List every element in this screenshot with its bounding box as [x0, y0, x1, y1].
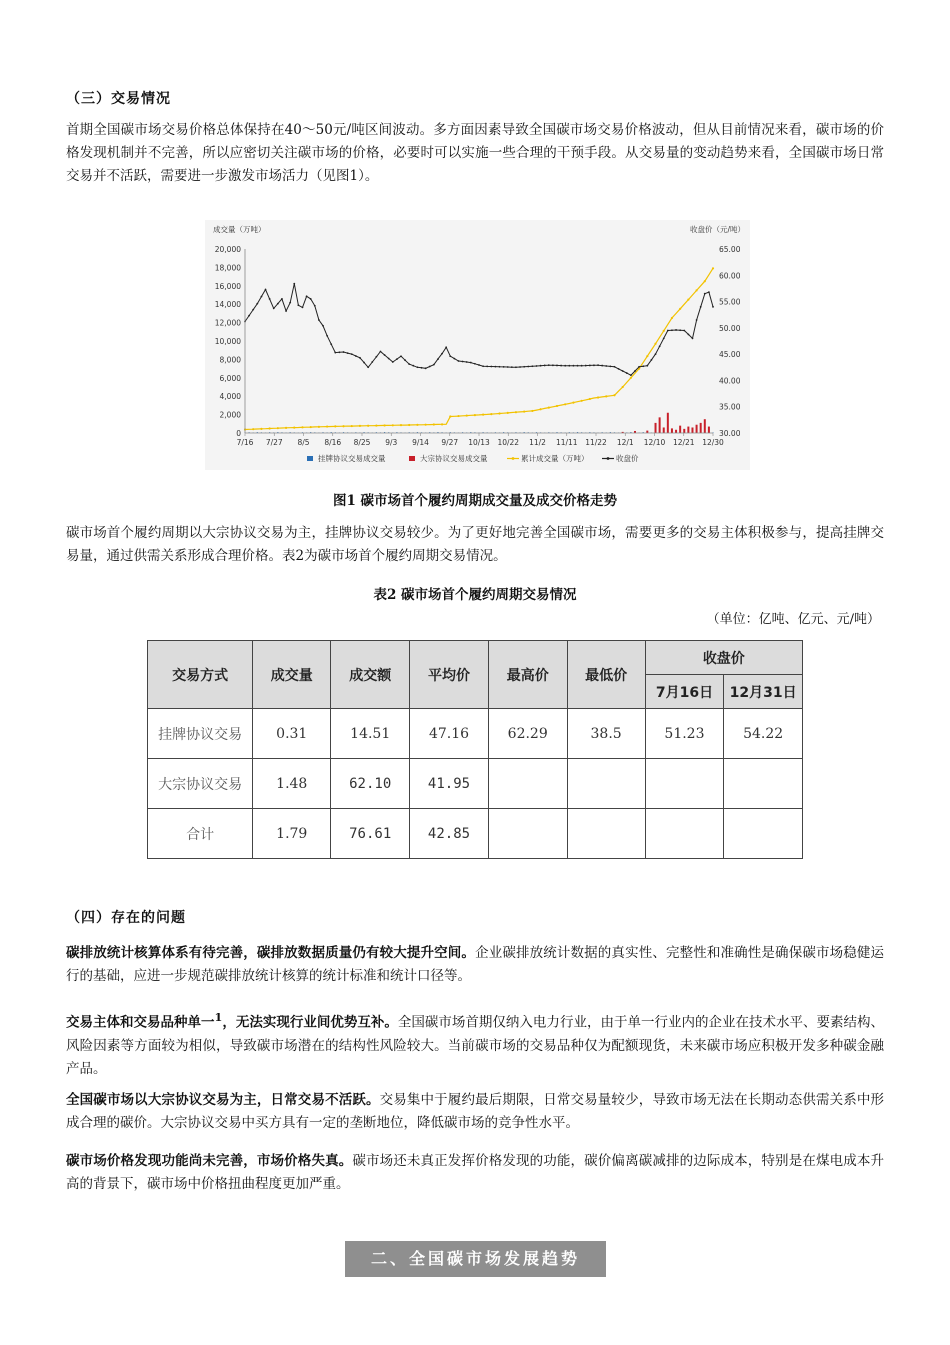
close-price-point — [248, 315, 250, 317]
close-price-point — [642, 365, 644, 367]
close-price-point — [700, 306, 702, 308]
table2-unit: （单位：亿吨、亿元、元/吨） — [706, 612, 880, 627]
close-price-point — [445, 346, 447, 348]
cumulative-volume-point — [498, 412, 500, 414]
close-price-point — [478, 364, 480, 366]
close-price-point — [355, 355, 357, 357]
cumulative-volume-point — [490, 413, 492, 415]
cumulative-volume-point — [425, 424, 427, 426]
close-price-point — [499, 366, 501, 368]
close-price-point — [310, 298, 312, 300]
x-tick-label: 8/25 — [353, 438, 371, 447]
legend-price-marker — [607, 457, 610, 460]
close-price-point — [289, 302, 291, 304]
close-price-point — [425, 367, 427, 369]
cumulative-volume-point — [310, 426, 312, 428]
close-price-point — [256, 303, 258, 305]
close-price-point — [675, 329, 677, 331]
cumulative-volume-point — [581, 400, 583, 402]
close-price-point — [626, 372, 628, 374]
close-price-point — [536, 365, 538, 367]
close-price-point — [511, 366, 513, 368]
close-price-point — [671, 329, 673, 331]
cumulative-volume-point — [654, 343, 656, 345]
close-price-point — [347, 352, 349, 354]
close-price-point — [269, 298, 271, 300]
cell-avg: 41.95 — [410, 759, 489, 809]
block-volume-bar — [663, 427, 665, 433]
close-price-point — [453, 358, 455, 360]
table2 — [147, 640, 803, 859]
close-price-point — [548, 364, 550, 366]
col-header-high: 最高价 — [488, 641, 567, 709]
cumulative-volume-point — [704, 280, 706, 282]
close-price-point — [449, 355, 451, 357]
close-price-point — [375, 356, 377, 358]
close-price-point — [417, 366, 419, 368]
section3-heading: （三）交易情况 — [66, 91, 171, 107]
figure1-chart — [205, 220, 750, 470]
block-volume-bar — [704, 419, 706, 433]
left-tick-label: 12,000 — [214, 318, 241, 328]
left-tick-label: 16,000 — [214, 281, 241, 291]
close-price-point — [531, 365, 533, 367]
close-price-point — [470, 362, 472, 364]
close-price-point — [339, 351, 341, 353]
cumulative-volume-point — [277, 427, 279, 429]
close-price-point — [261, 296, 263, 298]
cumulative-volume-point — [416, 424, 418, 426]
close-price-point — [441, 353, 443, 355]
close-price-point — [318, 319, 320, 321]
legend-cumulative-label: 累计成交量（万吨） — [521, 454, 589, 463]
close-price-point — [429, 366, 431, 368]
left-tick-label: 20,000 — [214, 245, 241, 254]
close-price-point — [663, 337, 665, 339]
close-price-point — [281, 298, 283, 300]
cumulative-volume-point — [671, 317, 673, 319]
cumulative-volume-point — [375, 424, 377, 426]
close-price-point — [396, 358, 398, 360]
close-price-point — [371, 361, 373, 363]
close-price-point — [314, 305, 316, 307]
cumulative-volume-point — [605, 395, 607, 397]
close-price-point — [667, 330, 669, 332]
cell-close-b — [724, 759, 803, 809]
close-price-point — [544, 365, 546, 367]
issue-1-lead: 碳排放统计核算体系有待完善，碳排放数据质量仍有较大提升空间。 — [66, 945, 476, 961]
close-price-point — [507, 366, 509, 368]
close-price-point — [577, 365, 579, 367]
close-price-point — [367, 366, 369, 368]
close-price-point — [285, 310, 287, 312]
col-header-low: 最低价 — [567, 641, 645, 709]
col-header-close: 收盘价 — [645, 641, 802, 675]
close-price-point — [696, 319, 698, 321]
cumulative-volume-point — [589, 398, 591, 400]
cumulative-volume-point — [260, 428, 262, 430]
close-price-point — [679, 329, 681, 331]
close-price-point — [655, 353, 657, 355]
close-price-point — [593, 364, 595, 366]
table-header-row — [148, 641, 803, 675]
cumulative-volume-point — [441, 423, 443, 425]
close-price-point — [330, 343, 332, 345]
section4-heading: （四）存在的问题 — [66, 910, 186, 926]
issue-paragraph-1 — [66, 942, 884, 988]
close-price-point — [490, 366, 492, 368]
cell-amount: 76.61 — [331, 809, 410, 859]
cell-low — [567, 809, 645, 859]
cumulative-volume-point — [285, 427, 287, 429]
close-price-point — [412, 365, 414, 367]
close-price-point — [651, 359, 653, 361]
cumulative-volume-point — [342, 425, 344, 427]
cumulative-volume-point — [548, 407, 550, 409]
close-price-point — [334, 352, 336, 354]
cumulative-volume-point — [564, 403, 566, 405]
close-price-point — [646, 365, 648, 367]
close-price-point — [704, 293, 706, 295]
cell-high — [488, 809, 567, 859]
close-price-point — [363, 362, 365, 364]
cumulative-volume-point — [523, 410, 525, 412]
legend-block-label: 大宗协议交易成交量 — [420, 454, 488, 463]
table2-caption: 表2 碳市场首个履约周期交易情况 — [373, 587, 577, 603]
legend-listed-swatch — [307, 456, 313, 461]
cell-low: 38.5 — [567, 709, 645, 759]
issue-paragraph-3 — [66, 1089, 884, 1135]
cell-method: 合计 — [148, 809, 253, 859]
col-header-method: 交易方式 — [148, 641, 253, 709]
figure1-caption: 图1 碳市场首个履约周期成交量及成交价格走势 — [332, 493, 618, 509]
x-tick-label: 9/14 — [412, 438, 429, 447]
close-price-point — [392, 361, 394, 363]
close-price-point — [482, 365, 484, 367]
block-volume-bar — [659, 417, 661, 433]
close-price-point — [581, 365, 583, 367]
block-volume-bar — [667, 413, 669, 433]
issue-2-lead: 交易主体和交易品种单一 — [66, 1014, 215, 1031]
block-volume-bar — [687, 427, 689, 433]
cumulative-volume-point — [695, 289, 697, 291]
cell-close-a — [645, 759, 724, 809]
close-price-point — [618, 368, 620, 370]
col-header-volume: 成交量 — [253, 641, 331, 709]
cell-low — [567, 759, 645, 809]
close-price-point — [474, 363, 476, 365]
col-header-amount: 成交额 — [331, 641, 410, 709]
close-price-point — [519, 366, 521, 368]
x-tick-label: 7/27 — [265, 438, 283, 447]
left-tick-label: 4,000 — [219, 392, 241, 402]
close-price-point — [466, 361, 468, 363]
close-price-point — [708, 291, 710, 293]
issue-4-lead: 碳市场价格发现功能尚未完善，市场价格失真。 — [66, 1153, 353, 1169]
cumulative-volume-point — [597, 396, 599, 398]
cell-close-a — [645, 809, 724, 859]
close-price-point — [343, 351, 345, 353]
left-tick-label: 8,000 — [219, 355, 241, 365]
block-volume-bar — [683, 429, 685, 433]
cumulative-volume-point — [539, 408, 541, 410]
close-price-point — [302, 306, 304, 308]
close-price-point — [503, 366, 505, 368]
table-row — [148, 709, 803, 759]
cumulative-volume-point — [507, 412, 509, 414]
issue-paragraph-4 — [66, 1150, 884, 1196]
cell-volume: 1.79 — [253, 809, 331, 859]
close-price-point — [560, 365, 562, 367]
close-price-point — [609, 365, 611, 367]
cumulative-volume-point — [367, 425, 369, 427]
right-axis-title: 收盘价（元/吨） — [689, 225, 745, 234]
close-price-point — [400, 355, 402, 357]
close-price-point — [638, 366, 640, 368]
block-volume-bar — [696, 425, 698, 433]
block-volume-bar — [700, 423, 702, 433]
issue-2-text: 全国碳市场首期仅纳入电力行业，由于单一行业内的企业在技术水平、要素结构、风险因素等方面较为相似，导致碳市场潜在的结构性风险较大。当前碳市场的交易品种仅为配额现货，未来碳市场应积极开发多种碳金融产品。 — [66, 1014, 885, 1077]
cell-avg: 47.16 — [410, 709, 489, 759]
x-tick-label: 11/11 — [555, 438, 578, 447]
close-price-point — [692, 337, 694, 339]
cumulative-volume-point — [531, 410, 533, 412]
cumulative-volume-point — [269, 427, 271, 429]
table-row — [148, 809, 803, 859]
close-price-point — [277, 303, 279, 305]
cell-amount: 14.51 — [331, 709, 410, 759]
cumulative-volume-point — [466, 414, 468, 416]
cumulative-volume-point — [433, 423, 435, 425]
left-tick-label: 14,000 — [214, 300, 241, 310]
close-price-point — [322, 325, 324, 327]
close-price-point — [462, 361, 464, 363]
close-price-point — [437, 358, 439, 360]
close-price-point — [622, 370, 624, 372]
close-price-point — [515, 366, 517, 368]
issue-3-lead: 全国碳市场以大宗协议交易为主，日常交易不活跃。 — [66, 1092, 380, 1108]
issue-2-footnote: 1 — [214, 1010, 223, 1024]
close-price-point — [384, 354, 386, 356]
issue-3-text: 交易集中于履约最后期限，日常交易量较少，导致市场无法在长期动态供需关系中形成合理的碳价。大宗协议交易中买方具有一定的垄断地位，降低碳市场的竞争性水平。 — [66, 1092, 885, 1131]
close-price-point — [421, 367, 423, 369]
close-price-point — [293, 283, 295, 285]
cumulative-volume-point — [712, 267, 714, 269]
x-tick-label: 12/30 — [702, 438, 724, 447]
x-tick-label: 7/16 — [236, 438, 254, 447]
close-price-point — [306, 295, 308, 297]
x-tick-label: 12/21 — [672, 438, 695, 447]
cumulative-volume-point — [515, 411, 517, 413]
close-price-point — [458, 360, 460, 362]
cumulative-volume-point — [359, 425, 361, 427]
close-price-point — [573, 365, 575, 367]
right-tick-label: 30.00 — [719, 429, 741, 438]
close-price-point — [408, 363, 410, 365]
close-price-point — [273, 308, 275, 310]
left-tick-label: 6,000 — [219, 373, 241, 383]
close-price-point — [630, 374, 632, 376]
close-price-point — [556, 365, 558, 367]
close-price-point — [614, 366, 616, 368]
cumulative-volume-point — [613, 394, 615, 396]
close-price-point — [265, 289, 267, 291]
cumulative-volume-point — [622, 386, 624, 388]
legend-block-swatch — [409, 456, 415, 461]
left-tick-label: 2,000 — [219, 410, 241, 420]
cumulative-volume-point — [646, 355, 648, 357]
close-price-point — [687, 334, 689, 336]
issue-paragraph-2 — [66, 1006, 884, 1081]
cumulative-volume-point — [679, 308, 681, 310]
close-price-point — [585, 365, 587, 367]
x-tick-label: 8/5 — [297, 438, 310, 447]
x-tick-label: 10/22 — [497, 438, 520, 447]
cumulative-volume-point — [293, 426, 295, 428]
cumulative-volume-point — [556, 405, 558, 407]
cell-close-a: 51.23 — [645, 709, 724, 759]
close-price-point — [568, 365, 570, 367]
close-price-point — [388, 358, 390, 360]
block-volume-bar — [675, 430, 677, 433]
cumulative-volume-point — [630, 377, 632, 379]
close-price-point — [659, 345, 661, 347]
cumulative-volume-point — [457, 415, 459, 417]
cell-amount: 62.10 — [331, 759, 410, 809]
close-price-point — [495, 366, 497, 368]
close-price-point — [712, 306, 714, 308]
left-tick-label: 10,000 — [214, 337, 241, 346]
cell-avg: 42.85 — [410, 809, 489, 859]
cumulative-volume-point — [326, 425, 328, 427]
block-volume-bar — [679, 426, 681, 433]
legend-cumulative-marker — [512, 457, 515, 460]
col-header-close-b: 12月31日 — [724, 675, 803, 709]
x-tick-label: 12/10 — [643, 438, 666, 447]
col-header-close-a: 7月16日 — [645, 675, 724, 709]
cumulative-volume-point — [392, 424, 394, 426]
close-price-point — [359, 357, 361, 359]
cumulative-volume-point — [482, 414, 484, 416]
issue-2-lead-cont: ，无法实现行业间优势互补。 — [222, 1014, 398, 1031]
cell-method: 挂牌协议交易 — [148, 709, 253, 759]
right-tick-label: 55.00 — [719, 297, 741, 307]
cumulative-volume-point — [449, 415, 451, 417]
close-price-point — [523, 366, 525, 368]
cell-volume: 0.31 — [253, 709, 331, 759]
table-row — [148, 759, 803, 809]
left-tick-label: 0 — [236, 429, 241, 438]
right-tick-label: 50.00 — [719, 323, 741, 333]
right-tick-label: 60.00 — [719, 271, 741, 281]
block-volume-bar — [708, 427, 710, 433]
close-price-point — [351, 353, 353, 355]
cumulative-volume-point — [334, 425, 336, 427]
section-banner: 二、全国碳市场发展趋势 — [345, 1241, 606, 1277]
left-tick-label: 18,000 — [214, 263, 241, 273]
x-tick-label: 9/3 — [385, 438, 398, 447]
close-price-point — [486, 365, 488, 367]
legend-price-label: 收盘价 — [616, 454, 639, 463]
cumulative-volume-point — [663, 330, 665, 332]
right-tick-label: 65.00 — [719, 245, 741, 254]
cell-close-b — [724, 809, 803, 859]
right-tick-label: 40.00 — [719, 376, 741, 386]
cumulative-volume-point — [474, 414, 476, 416]
right-tick-label: 35.00 — [719, 402, 741, 412]
close-price-point — [634, 370, 636, 372]
close-price-point — [404, 359, 406, 361]
close-price-point — [252, 309, 254, 311]
close-price-point — [605, 365, 607, 367]
x-tick-label: 11/2 — [529, 438, 546, 447]
close-price-point — [433, 364, 435, 366]
cell-high — [488, 759, 567, 809]
close-price-point — [297, 304, 299, 306]
cumulative-volume-point — [252, 428, 254, 430]
x-tick-label: 12/1 — [616, 438, 634, 447]
cumulative-volume-point — [687, 299, 689, 301]
close-price-point — [380, 351, 382, 353]
close-price-point — [683, 330, 685, 332]
close-price-point — [589, 365, 591, 367]
x-tick-label: 11/22 — [585, 438, 607, 447]
close-price-point — [552, 364, 554, 366]
cumulative-volume-point — [572, 402, 574, 404]
cell-high: 62.29 — [488, 709, 567, 759]
col-header-avg: 平均价 — [410, 641, 489, 709]
cumulative-volume-point — [408, 424, 410, 426]
block-volume-bar — [655, 423, 657, 433]
section3-paragraph: 首期全国碳市场交易价格总体保持在40～50元/吨区间波动。多方面因素导致全国碳市场交易价格波动，但从目前情况来看，碳市场的价格发现机制并不完善，所以应密切关注碳市场的价格，必要时可以实施一些合理的干预手段。从交易量的变动趋势来看，全国碳市场日常交易并不活跃，需要进一步激发市场活力（见图1）。 — [66, 122, 884, 184]
block-volume-bar — [691, 427, 693, 433]
cumulative-volume-point — [383, 424, 385, 426]
cell-volume: 1.48 — [253, 759, 331, 809]
cell-method: 大宗协议交易 — [148, 759, 253, 809]
cumulative-volume-point — [301, 426, 303, 428]
close-price-point — [564, 365, 566, 367]
close-price-point — [326, 335, 328, 337]
issue-4-text: 碳市场还未真正发挥价格发现的功能，碳价偏离碳减排的边际成本，特别是在煤电成本升高的背景下，碳市场中价格扭曲程度更加严重。 — [66, 1153, 885, 1192]
cumulative-volume-point — [351, 425, 353, 427]
x-tick-label: 9/27 — [441, 438, 459, 447]
x-tick-label: 8/16 — [324, 438, 342, 447]
cell-close-b: 54.22 — [724, 709, 803, 759]
close-price-point — [601, 365, 603, 367]
close-price-point — [540, 365, 542, 367]
issue-1-text: 企业碳排放统计数据的真实性、完整性和准确性是确保碳市场稳健运行的基础，应进一步规范碳排放统计核算的统计标准和统计口径等。 — [66, 945, 885, 984]
left-axis-title: 成交量（万吨） — [213, 225, 266, 234]
close-price-point — [597, 364, 599, 366]
block-volume-bar — [671, 428, 673, 433]
legend-listed-label: 挂牌协议交易成交量 — [318, 454, 386, 463]
cumulative-volume-point — [400, 424, 402, 426]
cumulative-volume-point — [318, 426, 320, 428]
close-price-point — [527, 366, 529, 368]
right-tick-label: 45.00 — [719, 350, 741, 360]
x-tick-label: 10/13 — [468, 438, 490, 447]
paragraph-after-chart: 碳市场首个履约周期以大宗协议交易为主，挂牌协议交易较少。为了更好地完善全国碳市场，需要更多的交易主体积极参与，提高挂牌交易量，通过供需关系形成合理价格。表2为碳市场首个履约周期交易情况。 — [66, 525, 884, 564]
